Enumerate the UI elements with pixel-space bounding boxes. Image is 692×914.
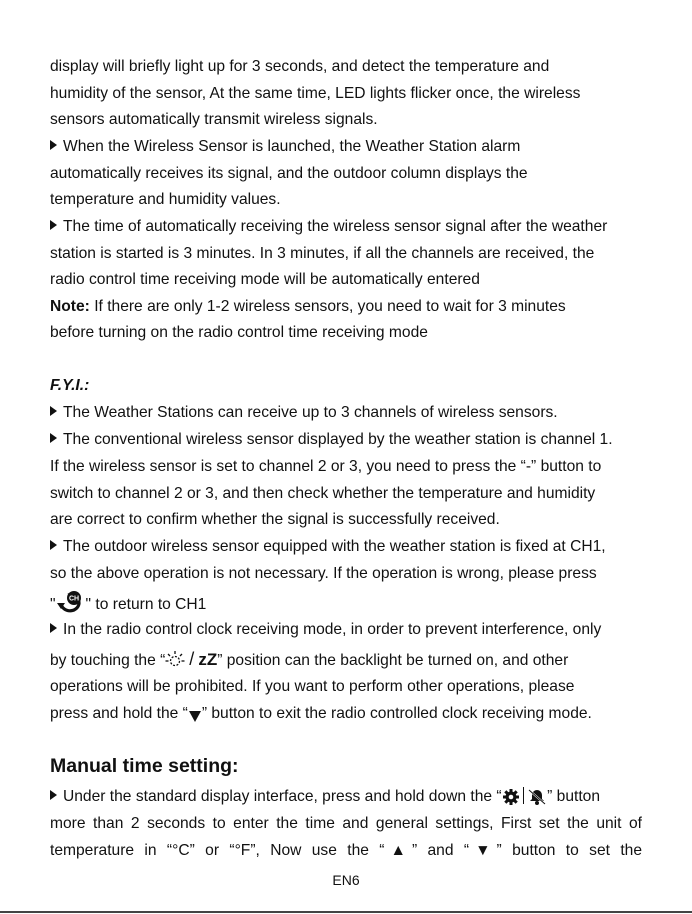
- text-line: sensors automatically transmit wireless signals.: [50, 111, 378, 128]
- text-line: automatically receives its signal, and the outdoor column displays the: [50, 165, 528, 182]
- bullet-item: [50, 620, 601, 640]
- text-fragment: Under the standard display interface, press and hold down the “: [63, 788, 502, 805]
- bullet-item: [50, 217, 607, 237]
- text-line: If the wireless sensor is set to channel 2 or 3, you need to press the “-” button to: [50, 458, 602, 475]
- text-fragment: ” position can the backlight be turned on, and other: [217, 652, 569, 669]
- text-line: The conventional wireless sensor displayed by the weather station is channel 1.: [63, 431, 613, 448]
- text-line: so the above operation is not necessary. If the operation is wrong, please press: [50, 565, 597, 582]
- icon-divider: [523, 787, 525, 804]
- text-line: before turning on the radio control time receiving mode: [50, 324, 428, 341]
- text-line: temperature and humidity values.: [50, 191, 281, 208]
- text-line: The outdoor wireless sensor equipped with the weather station is fixed at CH1,: [63, 538, 606, 555]
- text-line: radio control time receiving mode will be automatically entered: [50, 271, 480, 288]
- text-line: are correct to confirm whether the signal is successfully received.: [50, 511, 500, 528]
- sun-icon: [165, 650, 185, 676]
- text-line: In the radio control clock receiving mode, in order to prevent interference, only: [63, 621, 602, 638]
- bullet-triangle-icon: [50, 623, 57, 633]
- gear-icon: [502, 788, 520, 812]
- bullet-triangle-icon: [50, 790, 57, 800]
- fyi-heading: F.Y.I.:: [50, 377, 90, 394]
- svg-text:CH: CH: [68, 595, 79, 603]
- bullet-triangle-icon: [50, 433, 57, 443]
- text-line: When the Wireless Sensor is launched, the Weather Station alarm: [63, 138, 521, 155]
- text-line: humidity of the sensor, At the same time, LED lights flicker once, the wireless: [50, 85, 581, 102]
- quote-mark: ": [50, 596, 56, 613]
- note-label: Note:: [50, 298, 90, 315]
- text-line: " to return to CH1: [85, 596, 207, 613]
- text-fragment: press and hold the “: [50, 705, 188, 722]
- text-fragment: ” button to exit the radio controlled clock receiving mode.: [201, 705, 592, 722]
- down-triangle-icon: [188, 709, 202, 729]
- bottom-rule: [0, 911, 692, 913]
- note-line: [50, 297, 566, 317]
- bullet-item: [50, 403, 558, 423]
- bullet-item: [50, 430, 613, 450]
- channel-return-icon: [56, 590, 86, 620]
- bullet-triangle-icon: [50, 220, 57, 230]
- text-line: The time of automatically receiving the wireless sensor signal after the weather: [63, 218, 608, 235]
- text-fragment: ” button: [547, 788, 601, 805]
- text-line: [50, 649, 568, 676]
- sleep-zz-icon: zZ: [198, 650, 218, 669]
- text-line: [50, 590, 206, 620]
- bullet-item: [50, 787, 600, 812]
- bullet-item: [50, 537, 606, 557]
- page-number: EN6: [332, 872, 360, 888]
- text-line: switch to channel 2 or 3, and then check whether the temperature and humidity: [50, 485, 596, 502]
- text-line: operations will be prohibited. If you want to perform other operations, please: [50, 678, 575, 695]
- text-line: The Weather Stations can receive up to 3 channels of wireless sensors.: [63, 404, 558, 421]
- text-line: display will briefly light up for 3 seconds, and detect the temperature and: [50, 58, 550, 75]
- text-line: [50, 704, 592, 729]
- section-heading: Manual time setting:: [50, 755, 239, 777]
- slash-separator: /: [189, 649, 195, 669]
- text-line: temperature in “°C” or “°F”, Now use the “▲” and “▼” button to set the: [50, 842, 642, 859]
- text-line: If there are only 1-2 wireless sensors, you need to wait for 3 minutes: [89, 298, 566, 315]
- bullet-item: [50, 137, 520, 157]
- text-line: station is started is 3 minutes. In 3 minutes, if all the channels are received, the: [50, 245, 595, 262]
- bullet-triangle-icon: [50, 540, 57, 550]
- alarm-off-icon: [527, 788, 547, 812]
- bullet-triangle-icon: [50, 140, 57, 150]
- text-line: more than 2 seconds to enter the time and general settings, First set the unit of: [50, 815, 642, 832]
- text-fragment: by touching the “: [50, 652, 166, 669]
- bullet-triangle-icon: [50, 406, 57, 416]
